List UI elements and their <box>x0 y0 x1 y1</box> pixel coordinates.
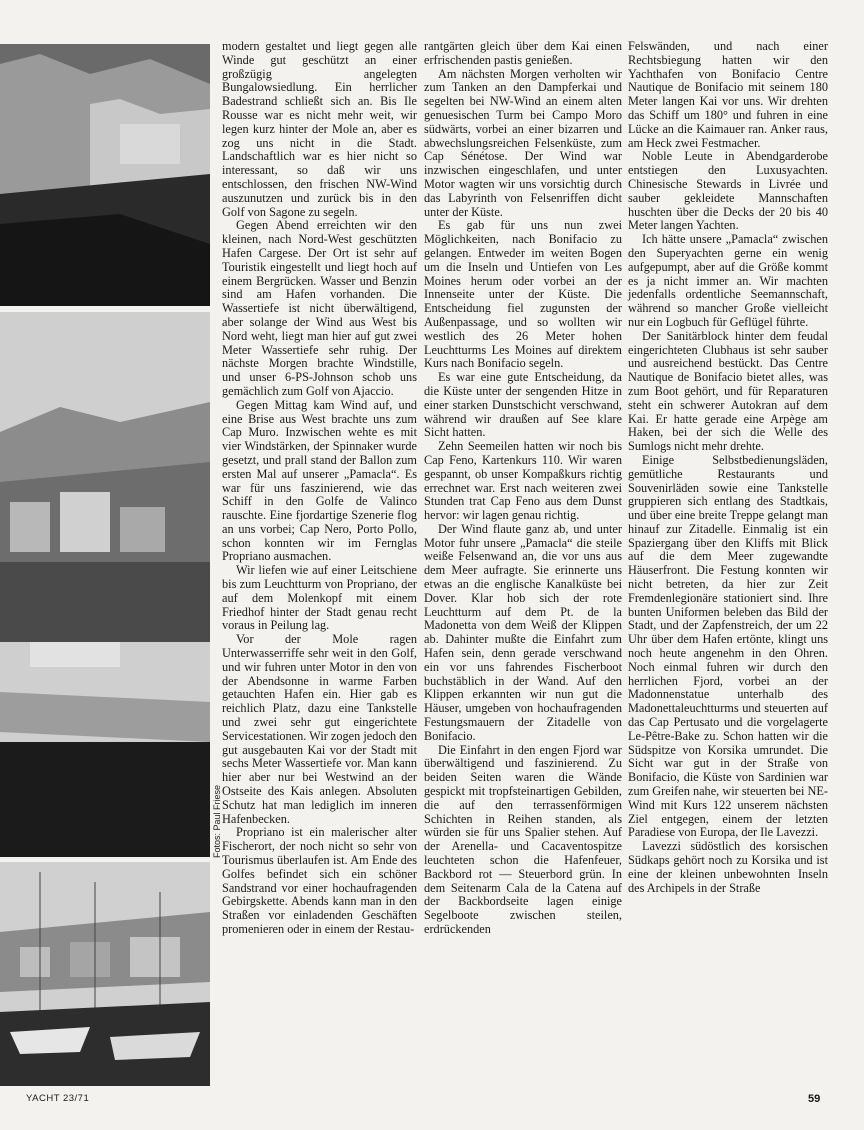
paragraph: Der Sanitärblock hinter dem feudal eingerichteten Clubhaus ist sehr sauber und ausreichend bestückt. Das Centre Nautique de Bonifacio bietet alles, was zum Boot gehört, und für Reparaturen steht ein schwerer Autokran auf dem Kai. Er hatte gerade eine Arpège am Haken, bei der sich die Welle des Sumlogs nicht mehr drehte. <box>628 328 828 454</box>
paragraph: Wir liefen wie auf einer Leitschiene bis zum Leuchtturm von Propriano, der auf dem Molenkopf mit einem Friedhof hinter der Stadt genau recht voraus in Peilung lag. <box>222 563 417 633</box>
photo-bonifacio-quay <box>0 862 210 1086</box>
footer-issue: YACHT 23/71 <box>26 1093 90 1104</box>
paragraph: Propriano ist ein malerischer alter Fischerort, der noch nicht so sehr von Tourismus überlaufen ist. Am Ende des Golfes befindet sich ein schöner Sandstrand vor einer hochaufragenden Gebirgskette. Abends kann man in den Straßen vor einladenden Geschäften promenieren oder in einem der Restau- <box>222 825 417 936</box>
paragraph: Der Wind flaute ganz ab, und unter Motor fuhr unsere „Pamacla“ die steile weiße Felsenwand an, die vor uns aus dem Meer aufragte. Sie erinnerte uns etwas an die englische Kanalküste bei Dover. Klar hob sich der rote Leuchtturm auf dem Pt. de la Madonetta von dem Weiß der Klippen ab. Dahinter mußte die Einfahrt zum Hafen sein, denn gerade verschwand ein vor uns fahrendes Fischerboot buchstäblich in der Wand. Auf den Klippen erkannten wir nun gut die Häuser, umgeben von hochaufragenden Festungsmauern der Zitadelle von Bonifacio. <box>424 521 622 743</box>
paragraph: rantgärten gleich über dem Kai einen erfrischenden pastis genießen. <box>424 39 622 67</box>
page-number: 59 <box>808 1093 821 1105</box>
paragraph: Lavezzi südöstlich des korsischen Südkaps gehört noch zu Korsika und ist eine der kleinen unbewohnten Inseln des Archipels in der Straße <box>628 839 828 895</box>
text-column-3 <box>628 40 828 895</box>
paragraph: Vor der Mole ragen Unterwasserriffe sehr weit in den Golf, und wir fuhren unter Motor in den von der Abendsonne in warme Farben getauchten Hafen ein. Hier gab es reichlich Platz, dazu eine Tankstelle und zwei sehr gut eingerichtete Servicestationen. Wir zogen jedoch den gut ausgebauten Kai vor der Stadt mit sechs Meter Wassertiefe vor. Man kann hier aber nur bei Westwind an der Ostseite des Kais anlegen. Absoluten Schutz hat man lediglich im inneren Hafenbecken. <box>222 632 417 826</box>
photo-harbor-citadel <box>0 44 210 306</box>
paragraph: Die Einfahrt in den engen Fjord war überwältigend und faszinierend. Zu beiden Seiten waren die Wände gespickt mit tropfsteinartigen Gebilden, die auf den terrassenförmigen Schichten in Reihen standen, als würden sie für uns Spalier stehen. Auf der Arenella- und Cacaventospitze leuchteten schon die Hafenfeuer, Backbord rot — Steuerbord grün. In dem Seitenarm Cala de la Catena auf der Backbordseite lagen einige Segelboote zwischen steilen, erdrückenden <box>424 742 622 936</box>
text-column-1 <box>222 40 417 937</box>
paragraph: Einige Selbstbedienungsläden, gemütliche Restaurants und Souvenirläden sowie eine Tankstelle gruppieren sich entlang des Stadtkais, und über eine breite Treppe gelangt man hinauf zur Zitadelle. Einmalig ist ein Spaziergang über den Kliffs mit Blick auf die dem Meer zugewandte Häuserfront. Die Festung konnten wir nicht betreten, da hier zur Zeit Fremdenlegionäre stationiert sind. Ihre bunten Uniformen beleben das Bild der Stadt, und der Zapfenstreich, der um 22 Uhr über dem Hafen ertönte, klingt uns noch heute angenehm in den Ohren. Noch einmal fuhren wir durch den herrlichen Fjord, vorbei an der Madonnenstatue unterhalb des Madonettaleuchtturms und steuerten auf das Cap Pertusato und die vorgelagerte Le-Pêtre-Bake zu. Schon hatten wir die Südspitze von Korsika umrundet. Die Sicht war gut in der Straße von Bonifacio, die Küste von Sardinien war zum Greifen nahe, wir steuerten bei NE-Wind mit Kurs 122 unserem nächsten Ziel entgegen, einem der letzten Paradiese von Europa, der Ile Lavezzi. <box>628 452 828 840</box>
photo-propriano-harbor <box>0 312 210 857</box>
text-column-2 <box>424 40 622 937</box>
paragraph: Gegen Mittag kam Wind auf, und eine Brise aus West brachte uns zum Cap Muro. Inzwischen wehte es mit vier Windstärken, der Spinnaker wurde gesetzt, und prall stand der Ballon zum ersten Mal auf unserer „Pamacla“. Es war für uns faszinierend, wie das Schiff in den Golfe de Valinco rauschte. Eine fjordartige Szenerie flog an uns vorbei; Cap Nero, Porto Pollo, schon konnten wir im Fernglas Propriano ausmachen. <box>222 397 417 564</box>
paragraph: Es gab für uns nun zwei Möglichkeiten, nach Bonifacio zu gelangen. Entweder im weiten Bogen um die Inseln und Untiefen von Les Moines herum oder vorbei an der Innenseite unter der Küste. Die Entscheidung fiel zugunsten der Außenpassage, und so wollten wir westlich des 26 Meter hohen Leuchtturms Les Moines auf direktem Kurs nach Bonifacio segeln. <box>424 218 622 371</box>
paragraph: Ich hätte unsere „Pamacla“ zwischen den Superyachten gerne ein wenig aufgepumpt, aber auf die Größe kommt es ja nicht immer an. Wir machten jedenfalls ordentliche Seemannschaft, während so mancher Große vielleicht nur ein Logbuch für Geflügel führte. <box>628 232 828 329</box>
photo-credit: Fotos: Paul Friese <box>212 784 222 858</box>
paragraph: Zehn Seemeilen hatten wir noch bis Cap Feno, Kartenkurs 110. Wir waren gespannt, ob unser Kompaßkurs richtig errechnet war. Erst nach weiteren zwei Stunden trat Cap Feno aus dem Dunst hervor: wir lagen genau richtig. <box>424 439 622 523</box>
paragraph: modern gestaltet und liegt gegen alle Winde gut geschützt an einer großzügig angelegten Bungalowsiedlung. Ein herrlicher Badestrand schließt sich an. Bis Ile Rousse war es nicht mehr weit, wir legen kurz hinter der Mole an, aber es zog uns nicht in die Stadt. Landschaftlich war es hier nicht so interessant, so daß wir uns entschlossen, den frischen NW-Wind auszunutzen und zurück bis in den Golf von Sagone zu segeln. <box>222 39 417 219</box>
paragraph: Es war eine gute Entscheidung, da die Küste unter der sengenden Hitze in einer starken Dunstschicht verschwand, während wir draußen auf See klare Sicht hatten. <box>424 370 622 440</box>
paragraph: Noble Leute in Abendgarderobe entstiegen den Luxusyachten. Chinesische Stewards in Livrée und sauber gekleidete Mannschaften huschten über die Decks der 20 bis 40 Meter langen Yachten. <box>628 149 828 233</box>
paragraph: Am nächsten Morgen verholten wir zum Tanken an den Dampferkai und segelten bei NW-Wind an einem alten genuesischen Turm bei Campo Moro südwärts, vorbei an einer bizarren und abwechslungsreichen Felsenküste, zum Cap Sénétose. Der Wind war inzwischen eingeschlafen, und unter Motor wagten wir uns vorsichtig durch das Labyrinth von Felsenriffen dicht unter der Küste. <box>424 66 622 219</box>
paragraph: Gegen Abend erreichten wir den kleinen, nach Nord-West geschützten Hafen Cargese. Der Ort ist sehr auf Touristik eingestellt und liegt hoch auf einem Bergrücken. Wasser und Benzin sind am Hafen vorhanden. Die Wassertiefe ist nicht überwältigend, aber solange der Wind aus West bis Nord weht, liegt man hier auf gut zwei Meter Wassertiefe sehr ruhig. Der nächste Morgen brachte Windstille, und unser 6-PS-Johnson schob uns gemächlich zum Golf von Ajaccio. <box>222 218 417 398</box>
paragraph: Felswänden, und nach einer Rechtsbiegung hatten wir den Yachthafen von Bonifacio Centre Nautique de Bonifacio mit seinem 180 Meter langen Kai vor uns. Wir drehten das Schiff um 180° und fuhren in eine Lücke an die Kaimauer ran. Anker raus, am Heck zwei Festmacher. <box>628 39 828 150</box>
